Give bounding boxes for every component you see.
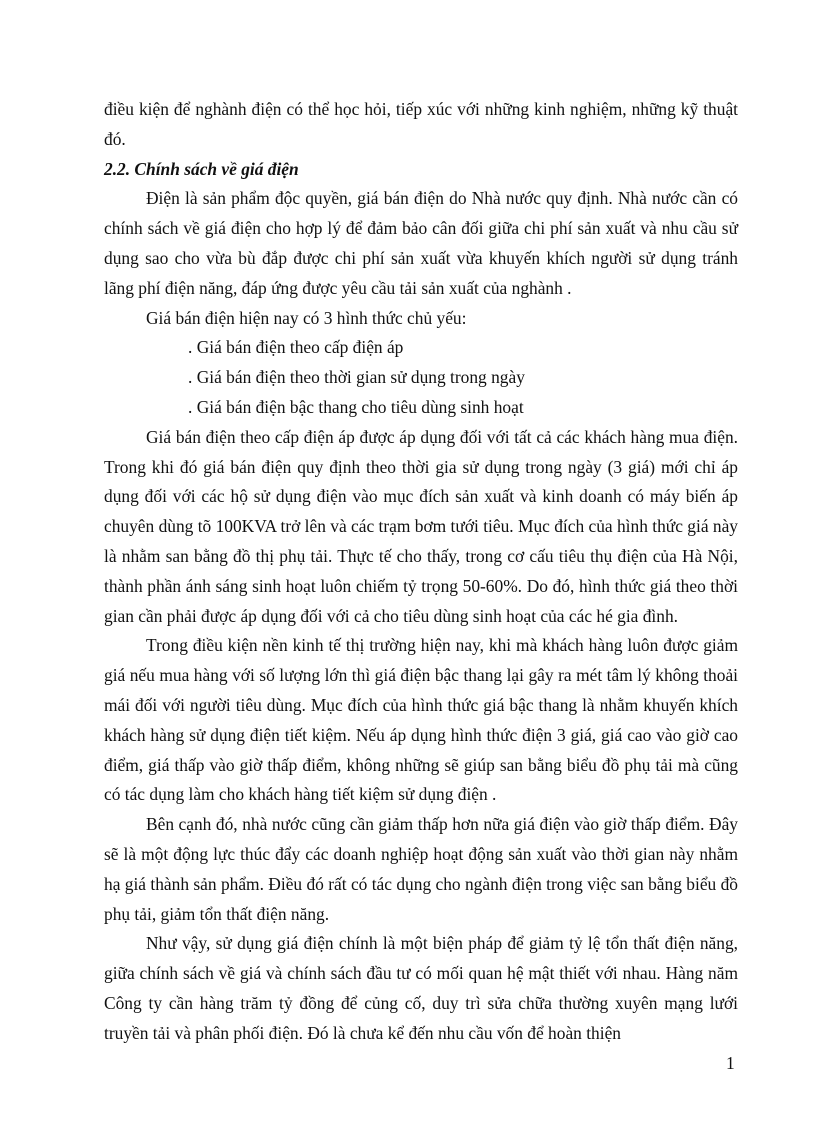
list-item: . Giá bán điện theo thời gian sử dụng trong ngày <box>188 367 525 388</box>
paragraph-voltage-pricing: Giá bán điện theo cấp điện áp được áp dụng đối với tất cả các khách hàng mua điện. Trong khi đó giá bán điện quy định theo thời gia sử dụng trong ngày (3 giá) mới chỉ áp dụng đối với các hộ sử dụng điện vào mục đích sản xuất và kinh doanh có máy biến áp chuyên dùng tõ 100KVA trở lên và các trạm bơm tưới tiêu. Mục đích của hình thức giá này là nhằm san bằng đồ thị phụ tải. Thực tế cho thấy, trong cơ cấu tiêu thụ điện của Hà Nội, thành phần ánh sáng sinh hoạt luôn chiếm tỷ trọng 50-60%. Do đó, hình thức giá theo thời gian cần phải được áp dụng đối với cả cho tiêu dùng sinh hoạt của các hé gia đình. <box>104 426 738 626</box>
paragraph-conclusion: Như vậy, sử dụng giá điện chính là một biện pháp để giảm tỷ lệ tổn thất điện năng, giữa chính sách về giá và chính sách đầu tư có mối quan hệ mật thiết với nhau. Hàng năm Công ty cần hàng trăm tỷ đồng để củng cố, duy trì sửa chữa thường xuyên mạng lưới truyền tải và phân phối điện. Đó là chưa kể đến nhu cầu vốn để hoàn thiện <box>104 933 738 1043</box>
page-number: 1 <box>726 1053 735 1073</box>
paragraph-forms: Giá bán điện hiện nay có 3 hình thức chủ yếu: <box>146 307 467 328</box>
section-heading: 2.2. Chính sách về giá điện <box>104 158 299 179</box>
pricing-forms-list <box>104 333 738 422</box>
paragraph-intro: Điện là sản phẩm độc quyền, giá bán điện do Nhà nước quy định. Nhà nước cần có chính sách về giá điện cho hợp lý để đảm bảo cân đối giữa chi phí sản xuất và nhu cầu sử dụng sao cho vừa bù đắp được chi phí sản xuất vừa khuyến khích người sử dụng tránh lãng phí điện năng, đáp ứng được yêu cầu tải sản xuất của nghành . <box>104 188 738 298</box>
page-body <box>104 95 738 1049</box>
list-item: . Giá bán điện theo cấp điện áp <box>188 337 404 358</box>
paragraph-tiered-pricing: Trong điều kiện nền kinh tế thị trường hiện nay, khi mà khách hàng luôn được giảm giá nếu mua hàng với số lượng lớn thì giá điện bậc thang lại gây ra mét tâm lý không thoải mái đối với người tiêu dùng. Mục đích của hình thức giá bậc thang là nhằm khuyến khích khách hàng sử dụng điện tiết kiệm. Nếu áp dụng hình thức điện 3 giá, giá cao vào giờ cao điểm, giá thấp vào giờ thấp điểm, không những sẽ giúp san bằng biểu đồ phụ tải mà cũng có tác dụng làm cho khách hàng tiết kiệm sử dụng điện . <box>104 635 738 805</box>
paragraph-offpeak: Bên cạnh đó, nhà nước cũng cần giảm thấp hơn nữa giá điện vào giờ thấp điểm. Đây sẽ là một động lực thúc đẩy các doanh nghiệp hoạt động sản xuất vào thời gian này nhằm hạ giá thành sản phẩm. Điều đó rất có tác dụng cho ngành điện trong việc san bằng biểu đồ phụ tải, giảm tổn thất điện năng. <box>104 814 738 924</box>
continued-paragraph: điều kiện để nghành điện có thể học hỏi, tiếp xúc với những kinh nghiệm, những kỹ thuật đó. <box>104 99 738 149</box>
list-item: . Giá bán điện bậc thang cho tiêu dùng sinh hoạt <box>188 396 524 417</box>
